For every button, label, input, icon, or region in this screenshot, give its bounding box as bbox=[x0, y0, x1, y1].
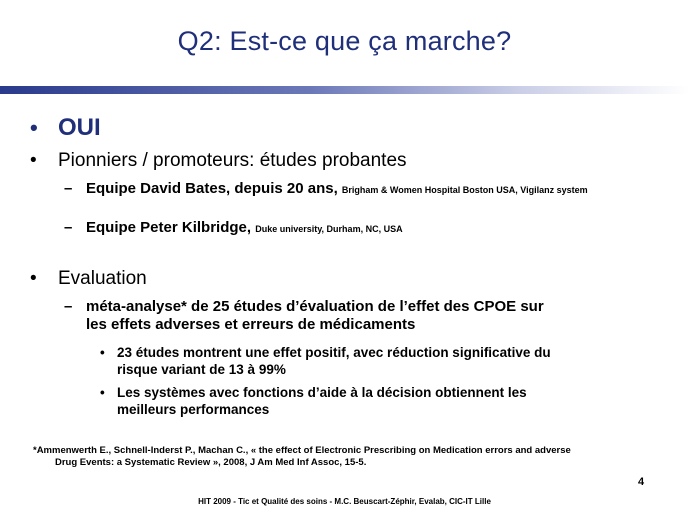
slide-footer: HIT 2009 - Tic et Qualité des soins - M.C. Beuscart-Zéphir, Evalab, CIC-IT Lille bbox=[198, 497, 491, 506]
sub-bullet-kilbridge-text bbox=[86, 219, 403, 238]
meta-line-2: les effets adverses et erreurs de médicaments bbox=[86, 316, 416, 333]
page-number: 4 bbox=[638, 476, 645, 488]
bullet-oui-text: OUI bbox=[58, 114, 101, 141]
dash-marker: – bbox=[64, 298, 73, 315]
bates-affiliation-text: Brigham & Women Hospital Boston USA, Vigilanz system bbox=[341, 185, 588, 195]
kilbridge-affiliation-text: Duke university, Durham, NC, USA bbox=[255, 224, 403, 234]
bullet-evaluation-text: Evaluation bbox=[58, 268, 147, 289]
sub1-line-1: 23 études montrent une effet positif, avec réduction significative du bbox=[117, 345, 551, 360]
footnote bbox=[33, 445, 653, 469]
sub-bullet-meta-analyse-text bbox=[86, 298, 544, 334]
title-underline-bar bbox=[0, 86, 689, 94]
bullet-marker: • bbox=[100, 385, 105, 400]
footnote-line-2: Drug Events: a Systematic Review », 2008, J Am Med Inf Assoc, 15-5. bbox=[55, 457, 367, 468]
bates-main-text: Equipe David Bates, depuis 20 ans, bbox=[86, 180, 342, 197]
sub-bullet-bates-text bbox=[86, 180, 661, 199]
footnote-line-1: *Ammenwerth E., Schnell-Inderst P., Machan C., « the effect of Electronic Prescribing on Medication errors and adverse bbox=[33, 445, 571, 456]
bullet-marker: • bbox=[30, 150, 37, 171]
meta-line-1: méta-analyse* de 25 études d’évaluation de l’effet des CPOE sur bbox=[86, 298, 544, 315]
sub2-line-1: Les systèmes avec fonctions d’aide à la décision obtiennent les bbox=[117, 385, 527, 400]
bullet-marker: • bbox=[30, 115, 38, 140]
bullet-pionniers-text: Pionniers / promoteurs: études probantes bbox=[58, 150, 407, 171]
bullet-marker: • bbox=[100, 345, 105, 360]
sub-sub-bullet-23-etudes-text bbox=[117, 344, 551, 378]
kilbridge-main-text: Equipe Peter Kilbridge, bbox=[86, 219, 256, 236]
sub2-line-2: meilleurs performances bbox=[117, 402, 270, 417]
bullet-marker: • bbox=[30, 268, 37, 289]
dash-marker: – bbox=[64, 180, 73, 197]
dash-marker: – bbox=[64, 219, 73, 236]
sub1-line-2: risque variant de 13 à 99% bbox=[117, 362, 286, 377]
sub-sub-bullet-systemes-text bbox=[117, 384, 527, 418]
slide-title: Q2: Est-ce que ça marche? bbox=[177, 26, 512, 56]
